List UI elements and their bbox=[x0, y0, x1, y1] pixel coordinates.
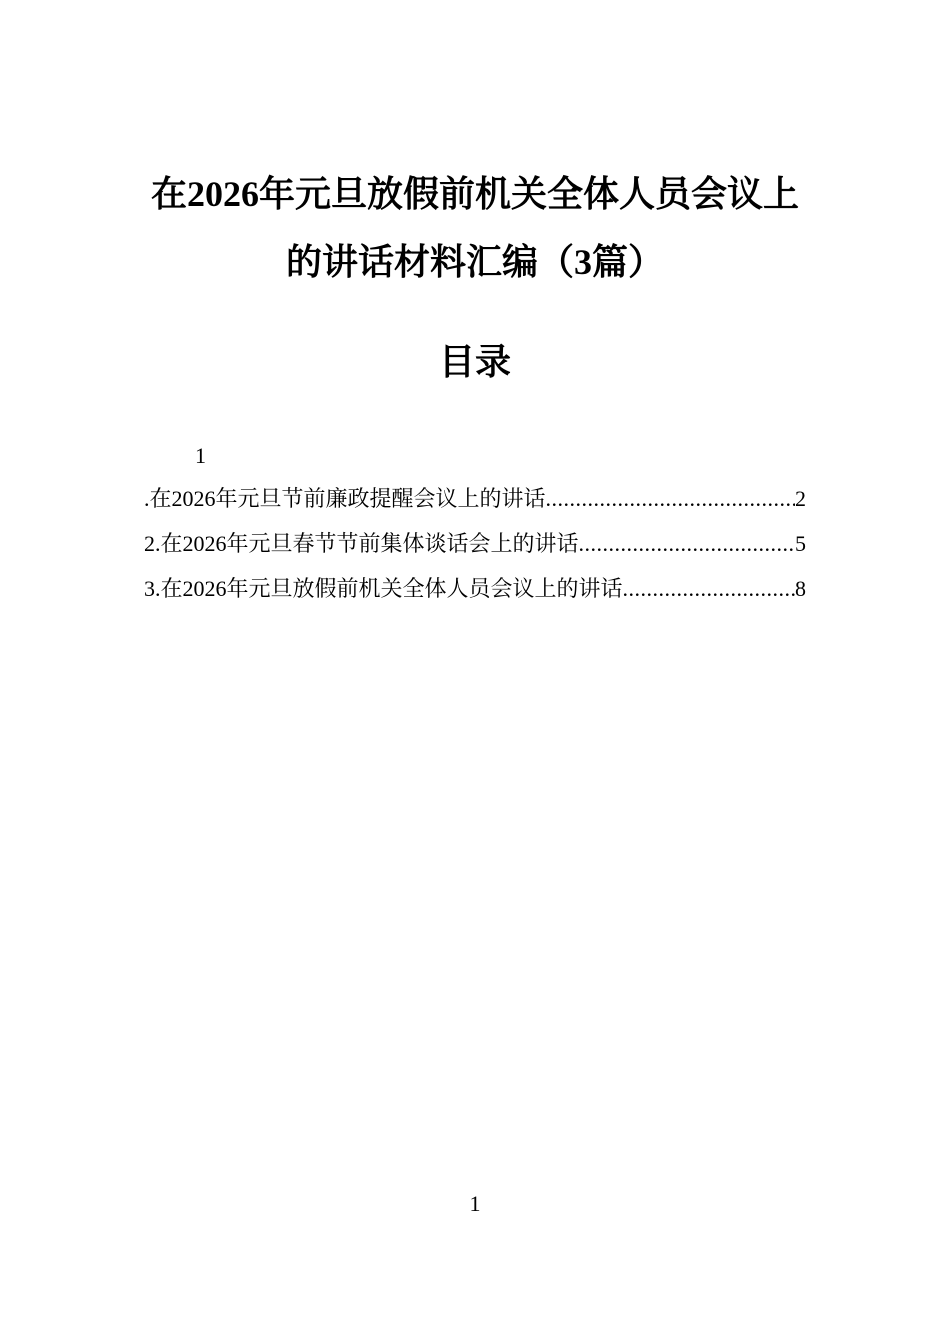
page-number: 1 bbox=[469, 1191, 481, 1216]
document-title-line-2: 的讲话材料汇编（3篇） bbox=[285, 242, 664, 282]
toc-entry-text: .在2026年元旦节前廉政提醒会议上的讲话 bbox=[144, 486, 546, 511]
toc-entry[interactable] bbox=[144, 574, 806, 619]
toc-leader-dots bbox=[623, 574, 795, 604]
toc-entry-page: 8 bbox=[795, 576, 806, 601]
toc-entry-text: 2.在2026年元旦春节节前集体谈话会上的讲话 bbox=[144, 531, 579, 556]
toc-entry[interactable] bbox=[144, 484, 806, 529]
toc-entry-text: 3.在2026年元旦放假前机关全体人员会议上的讲话 bbox=[144, 576, 623, 601]
toc-entry-number: 1 bbox=[195, 443, 206, 468]
toc-entry-page: 2 bbox=[795, 486, 806, 511]
toc-entry[interactable] bbox=[144, 529, 806, 574]
toc-entry-page: 5 bbox=[795, 531, 806, 556]
table-of-contents bbox=[144, 484, 806, 619]
document-title-line-1: 在2026年元旦放假前机关全体人员会议上 bbox=[150, 174, 799, 214]
toc-leader-dots bbox=[579, 529, 795, 559]
toc-leader-dots bbox=[546, 484, 795, 514]
toc-heading: 目录 bbox=[438, 342, 511, 382]
